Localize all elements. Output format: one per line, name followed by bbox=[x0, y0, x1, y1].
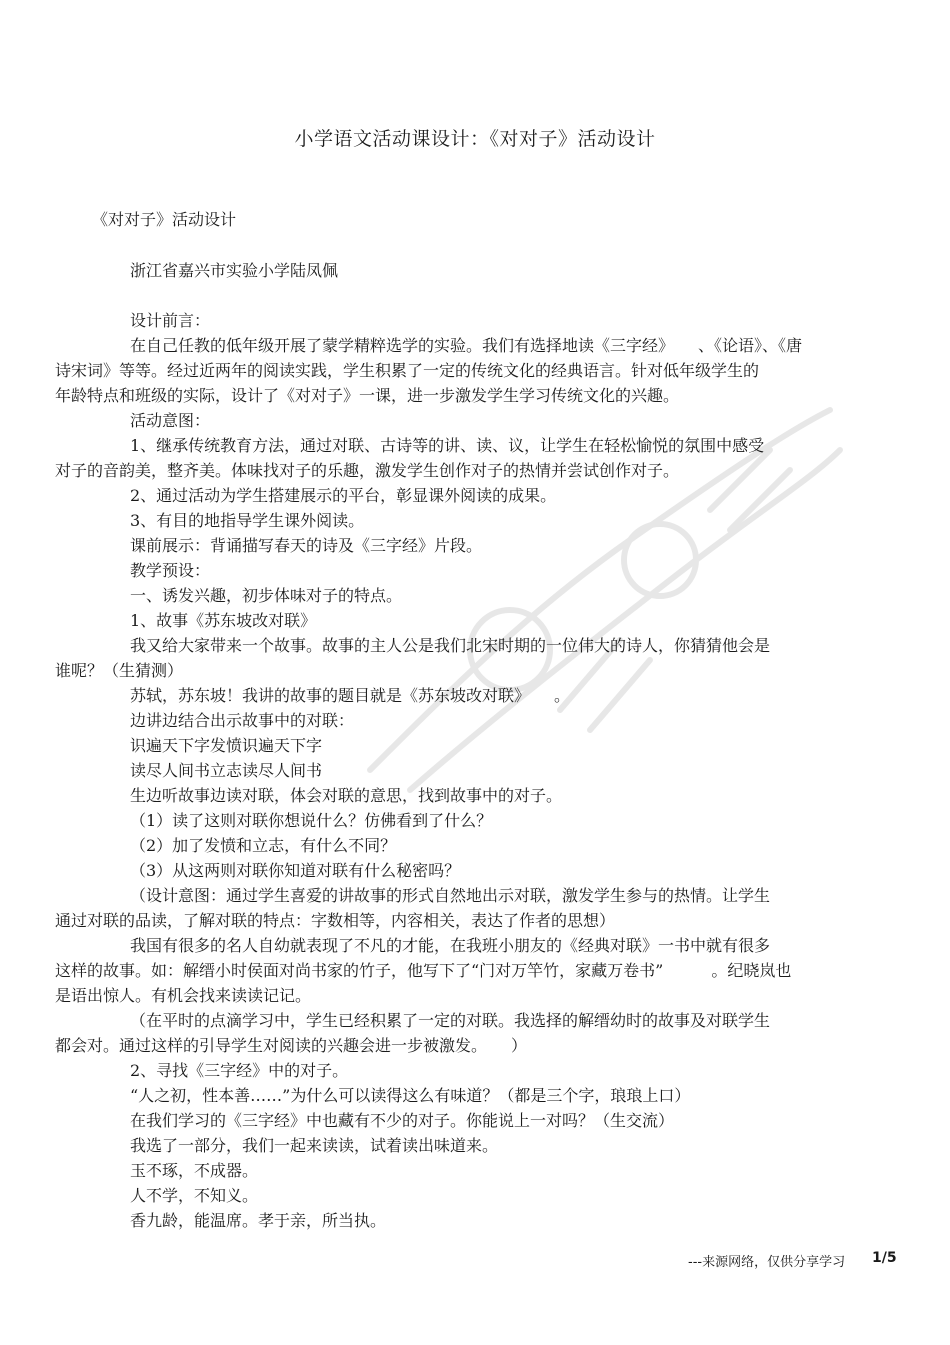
paragraph-line: 课前展示：背诵描写春天的诗及《三字经》片段。 bbox=[130, 536, 483, 555]
paragraph-line: 诗宋词》等等。经过近两年的阅读实践，学生积累了一定的传统文化的经典语言。针对低年级学生的 bbox=[55, 361, 760, 380]
page-number: 1/5 bbox=[872, 1250, 897, 1266]
document-title: 小学语文活动课设计：《对对子》活动设计 bbox=[294, 128, 656, 150]
section-heading: 活动意图： bbox=[130, 411, 211, 430]
author-line: 浙江省嘉兴市实验小学陆凤佩 bbox=[130, 261, 339, 280]
paragraph-line: （在平时的点滴学习中，学生已经积累了一定的对联。我选择的解缙幼时的故事及对联学生 bbox=[130, 1011, 771, 1030]
paragraph-line: 是语出惊人。有机会找来读读记记。 bbox=[55, 986, 312, 1005]
question-line: （1）读了这则对联你想说什么？仿佛看到了什么？ bbox=[130, 811, 493, 830]
paragraph-line: 我国有很多的名人自幼就表现了不凡的才能，在我班小朋友的《经典对联》一书中就有很多 bbox=[130, 936, 771, 955]
paragraph-line: 1、继承传统教育方法，通过对联、古诗等的讲、读、议，让学生在轻松愉悦的氛围中感受 bbox=[130, 436, 765, 455]
subtitle: 《对对子》活动设计 bbox=[92, 210, 237, 229]
section-heading: 设计前言： bbox=[130, 311, 211, 330]
paragraph-line: 一、诱发兴趣，初步体味对子的特点。 bbox=[130, 586, 403, 605]
verse-line: 人不学，不知义。 bbox=[130, 1186, 259, 1205]
footer-source-note: ---来源网络，仅供分享学习 bbox=[688, 1255, 846, 1270]
paragraph-line: 2、通过活动为学生搭建展示的平台，彰显课外阅读的成果。 bbox=[130, 486, 557, 505]
paragraph-line: 1、故事《苏东坡改对联》 bbox=[130, 611, 317, 630]
paragraph-line: 3、有目的地指导学生课外阅读。 bbox=[130, 511, 365, 530]
paragraph-line: 这样的故事。如：解缙小时侯面对尚书家的竹子，他写下了“门对万竿竹，家藏万卷书” 。纪晓岚也 bbox=[55, 961, 792, 980]
section-heading: 教学预设： bbox=[130, 561, 211, 580]
paragraph-line: 对子的音韵美，整齐美。体味找对子的乐趣，激发学生创作对子的热情并尝试创作对子。 bbox=[55, 461, 680, 480]
question-line: （2）加了发愤和立志，有什么不同？ bbox=[130, 836, 397, 855]
paragraph-line: 苏轼，苏东坡！我讲的故事的题目就是《苏东坡改对联》 。 bbox=[130, 686, 571, 705]
paragraph-line: 2、寻找《三字经》中的对子。 bbox=[130, 1061, 349, 1080]
paragraph-line: 边讲边结合出示故事中的对联： bbox=[130, 711, 355, 730]
verse-line: 香九龄，能温席。孝于亲，所当执。 bbox=[130, 1211, 387, 1230]
paragraph-line: 通过对联的品读，了解对联的特点：字数相等，内容相关，表达了作者的思想） bbox=[55, 911, 616, 930]
paragraph-line: 生边听故事边读对联，体会对联的意思，找到故事中的对子。 bbox=[130, 786, 563, 805]
paragraph-line: 在我们学习的《三字经》中也藏有不少的对子。你能说上一对吗？（生交流） bbox=[130, 1111, 675, 1130]
paragraph-line: 都会对。通过这样的引导学生对阅读的兴趣会进一步被激发。 ） bbox=[55, 1036, 528, 1055]
couplet-line: 读尽人间书立志读尽人间书 bbox=[130, 761, 323, 780]
paragraph-line: 我选了一部分，我们一起来读读，试着读出味道来。 bbox=[130, 1136, 499, 1155]
paragraph-line: 年龄特点和班级的实际，设计了《对对子》一课，进一步激发学生学习传统文化的兴趣。 bbox=[55, 386, 680, 405]
paragraph-line: 我又给大家带来一个故事。故事的主人公是我们北宋时期的一位伟大的诗人，你猜猜他会是 bbox=[130, 636, 771, 655]
paragraph-line: 谁呢？（生猜测） bbox=[55, 661, 184, 680]
paragraph-line: 在自己任教的低年级开展了蒙学精粹选学的实验。我们有选择地读《三字经》 、《论语》、《唐 bbox=[130, 336, 803, 355]
question-line: （3）从这两则对联你知道对联有什么秘密吗？ bbox=[130, 861, 461, 880]
couplet-line: 识遍天下字发愤识遍天下字 bbox=[130, 736, 323, 755]
verse-line: 玉不琢，不成器。 bbox=[130, 1161, 259, 1180]
paragraph-line: “人之初，性本善……”为什么可以读得这么有味道？（都是三个字，琅琅上口） bbox=[130, 1086, 691, 1105]
paragraph-line: （设计意图：通过学生喜爱的讲故事的形式自然地出示对联，激发学生参与的热情。让学生 bbox=[130, 886, 771, 905]
